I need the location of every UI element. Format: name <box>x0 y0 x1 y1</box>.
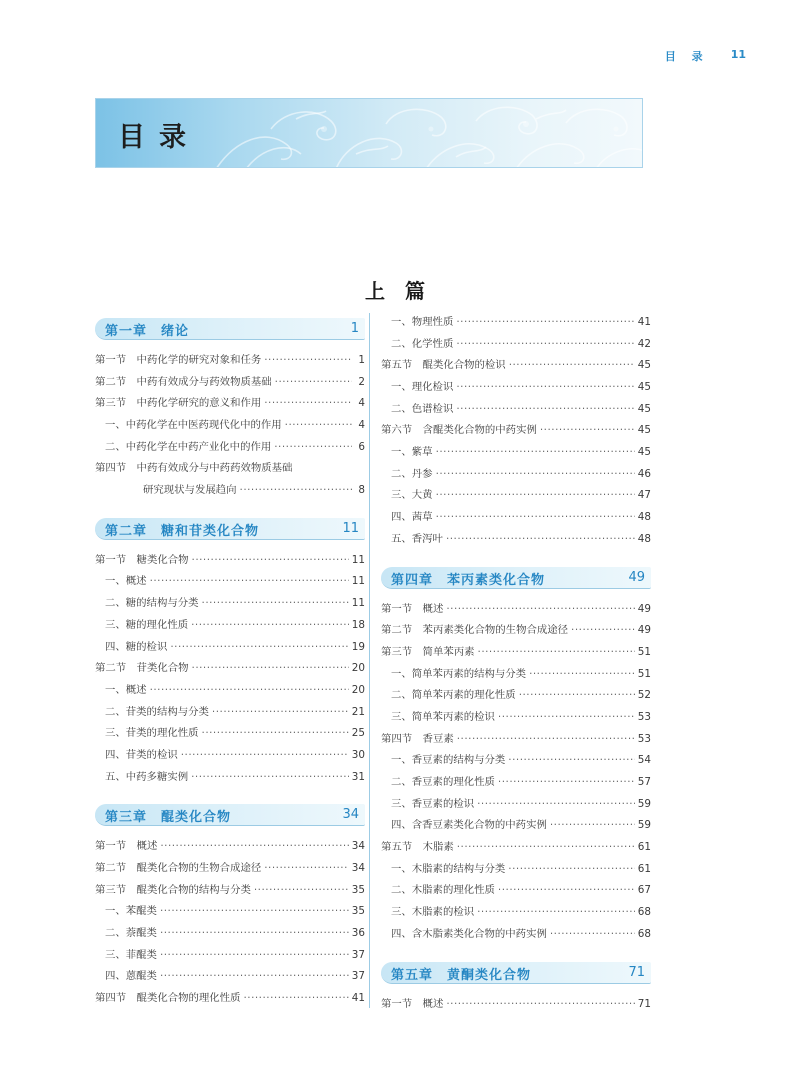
subsection-entry[interactable] <box>381 529 651 551</box>
dot-leader <box>478 642 635 664</box>
dot-leader <box>509 355 635 377</box>
chapter-heading[interactable] <box>381 962 651 984</box>
entry-page-number: 35 <box>351 883 365 896</box>
dot-leader <box>160 967 349 989</box>
chapter-heading[interactable] <box>95 804 365 826</box>
dot-leader <box>192 550 349 572</box>
entry-title: 一、中药化学在中医药现代化中的作用 <box>105 419 282 432</box>
entry-title: 二、中药化学在中药产业化中的作用 <box>105 440 272 453</box>
section-entry[interactable] <box>95 393 365 415</box>
subsection-entry[interactable] <box>381 902 651 924</box>
dot-leader <box>498 707 635 729</box>
header-title: 目 录 <box>664 50 709 63</box>
subsection-entry[interactable] <box>381 377 651 399</box>
subsection-entry[interactable] <box>381 859 651 881</box>
dot-leader <box>456 377 634 399</box>
entry-page-number: 61 <box>637 862 651 875</box>
chapter-title: 第三章 醌类化合物 <box>105 810 232 826</box>
entry-page-number: 4 <box>358 419 365 432</box>
subsection-entry[interactable] <box>381 334 651 356</box>
entry-title: 第一节 中药化学的研究对象和任务 <box>95 353 262 366</box>
entry-title: 四、苷类的检识 <box>105 748 178 761</box>
entry-title: 第一节 概述 <box>381 997 444 1010</box>
entry-title: 五、香泻叶 <box>391 532 443 545</box>
contents-banner <box>95 98 643 168</box>
subsection-entry[interactable] <box>95 593 365 615</box>
section-entry[interactable] <box>95 988 365 1010</box>
subsection-entry[interactable] <box>95 415 365 437</box>
entry-title: 第二节 中药有效成分与药效物质基础 <box>95 375 272 388</box>
dot-leader <box>275 372 352 394</box>
running-header <box>665 48 746 64</box>
entry-page-number: 53 <box>637 710 651 723</box>
entry-title: 四、茜草 <box>391 511 433 524</box>
subsection-entry[interactable] <box>381 924 651 946</box>
entry-page-number: 67 <box>637 884 651 897</box>
entry-page-number: 71 <box>637 997 651 1010</box>
toc-left-column <box>95 312 365 1010</box>
entry-page-number: 35 <box>351 905 365 918</box>
dot-leader <box>456 334 634 356</box>
entry-title: 二、木脂素的理化性质 <box>391 884 495 897</box>
subsection-entry[interactable] <box>381 312 651 334</box>
entry-title: 三、大黄 <box>391 489 433 502</box>
subsection-entry[interactable] <box>381 750 651 772</box>
section-entry[interactable] <box>381 642 651 664</box>
chapter-spacer <box>95 788 365 798</box>
toc-right-column <box>381 312 651 1015</box>
subsection-entry[interactable] <box>381 442 651 464</box>
entry-page-number: 8 <box>358 484 365 497</box>
dot-leader <box>254 880 349 902</box>
entry-title: 四、糖的检识 <box>105 640 168 653</box>
entry-page-number: 20 <box>351 683 365 696</box>
entry-title: 一、概述 <box>105 575 147 588</box>
subsection-entry[interactable] <box>381 486 651 508</box>
section-entry[interactable] <box>95 350 365 372</box>
subsection-entry[interactable] <box>95 637 365 659</box>
entry-title: 三、香豆素的检识 <box>391 797 475 810</box>
section-entry[interactable] <box>95 836 365 858</box>
entry-title: 三、菲醌类 <box>105 948 157 961</box>
subsection-entry[interactable] <box>95 615 365 637</box>
dot-leader <box>202 593 349 615</box>
entry-title: 二、丹参 <box>391 467 433 480</box>
subsection-entry[interactable] <box>95 680 365 702</box>
entry-title: 第一节 糖类化合物 <box>95 553 189 566</box>
subsection-entry[interactable] <box>95 767 365 789</box>
dot-leader <box>264 858 349 880</box>
chapter-page-number: 1 <box>350 321 359 336</box>
entry-title: 第三节 简单苯丙素 <box>381 645 475 658</box>
dot-leader <box>571 620 635 642</box>
entry-title: 五、中药多糖实例 <box>105 770 189 783</box>
dot-leader <box>243 988 348 1010</box>
entry-title: 第五节 木脂素 <box>381 841 454 854</box>
entry-page-number: 42 <box>637 337 651 350</box>
header-page-number: 11 <box>730 48 746 61</box>
entry-page-number: 45 <box>637 359 651 372</box>
subsection-entry[interactable] <box>95 723 365 745</box>
entry-page-number: 45 <box>637 446 651 459</box>
section-entry[interactable] <box>381 599 651 621</box>
entry-title: 四、含香豆素类化合物的中药实例 <box>391 819 547 832</box>
dot-leader <box>456 312 634 334</box>
entry-title: 一、物理性质 <box>391 315 454 328</box>
subsection-entry[interactable] <box>381 815 651 837</box>
dot-leader <box>170 637 348 659</box>
entry-page-number: 53 <box>637 732 651 745</box>
entry-title: 一、木脂素的结构与分类 <box>391 862 506 875</box>
entry-page-number: 46 <box>637 467 651 480</box>
chapter-page-number: 49 <box>628 569 645 585</box>
subsection-entry[interactable] <box>95 437 365 459</box>
section-entry[interactable] <box>381 355 651 377</box>
dot-leader <box>446 994 634 1016</box>
chapter-spacer <box>95 502 365 512</box>
entry-title: 第三节 醌类化合物的结构与分类 <box>95 883 251 896</box>
entry-page-number: 45 <box>637 424 651 437</box>
entry-page-number: 37 <box>351 970 365 983</box>
dot-leader <box>436 442 635 464</box>
entry-page-number: 19 <box>351 640 365 653</box>
entry-title: 第四节 醌类化合物的理化性质 <box>95 992 241 1005</box>
subsection-entry[interactable] <box>381 794 651 816</box>
dot-leader <box>456 399 634 421</box>
entry-title: 第四节 香豆素 <box>381 732 454 745</box>
entry-page-number: 25 <box>351 727 365 740</box>
entry-page-number: 59 <box>637 819 651 832</box>
entry-page-number: 11 <box>351 553 365 566</box>
subsection-entry[interactable] <box>381 507 651 529</box>
dot-leader <box>436 464 635 486</box>
entry-title: 第一节 概述 <box>381 602 444 615</box>
dot-leader <box>498 881 635 903</box>
dot-leader <box>446 599 634 621</box>
subsection-entry[interactable] <box>381 772 651 794</box>
dot-leader <box>212 702 349 724</box>
subsection-entry[interactable] <box>95 901 365 923</box>
dot-leader <box>550 924 635 946</box>
subsection-entry[interactable] <box>95 480 365 502</box>
entry-page-number: 52 <box>637 689 651 702</box>
entry-page-number: 34 <box>351 862 365 875</box>
section-entry[interactable] <box>95 550 365 572</box>
dot-leader <box>202 723 349 745</box>
entry-page-number: 18 <box>351 618 365 631</box>
dot-leader <box>498 772 635 794</box>
chapter-title: 第五章 黄酮类化合物 <box>391 967 532 983</box>
entry-page-number: 2 <box>358 375 365 388</box>
entry-title: 第一节 概述 <box>95 840 158 853</box>
entry-title: 第二节 醌类化合物的生物合成途径 <box>95 862 262 875</box>
dot-leader <box>192 658 349 680</box>
entry-title: 三、简单苯丙素的检识 <box>391 710 495 723</box>
subsection-entry[interactable] <box>95 945 365 967</box>
entry-title: 一、香豆素的结构与分类 <box>391 754 506 767</box>
chapter-page-number: 11 <box>342 520 359 536</box>
entry-title: 二、简单苯丙素的理化性质 <box>391 689 516 702</box>
section-entry[interactable] <box>95 880 365 902</box>
dot-leader <box>160 901 349 923</box>
dot-leader <box>264 393 352 415</box>
chapter-title: 第一章 绪论 <box>105 324 190 339</box>
entry-title: 第三节 中药化学研究的意义和作用 <box>95 397 262 410</box>
entry-page-number: 49 <box>637 602 651 615</box>
dot-leader <box>529 664 635 686</box>
entry-title: 第六节 含醌类化合物的中药实例 <box>381 424 537 437</box>
entry-title: 研究现状与发展趋向 <box>143 484 237 497</box>
dot-leader <box>191 767 349 789</box>
entry-title: 二、化学性质 <box>391 337 454 350</box>
entry-page-number: 4 <box>358 397 365 410</box>
entry-page-number: 48 <box>637 511 651 524</box>
chapter-heading[interactable] <box>381 567 651 589</box>
entry-page-number: 51 <box>637 667 651 680</box>
entry-page-number: 11 <box>351 597 365 610</box>
section-entry[interactable] <box>95 658 365 680</box>
entry-title: 二、苷类的结构与分类 <box>105 705 209 718</box>
dot-leader <box>150 680 349 702</box>
entry-page-number: 47 <box>637 489 651 502</box>
chapter-title: 第四章 苯丙素类化合物 <box>391 572 546 588</box>
entry-title: 二、香豆素的理化性质 <box>391 776 495 789</box>
dot-leader <box>191 615 349 637</box>
section-entry[interactable] <box>95 372 365 394</box>
dot-leader <box>550 815 635 837</box>
entry-title: 二、萘醌类 <box>105 927 157 940</box>
entry-page-number: 57 <box>637 776 651 789</box>
chapter-page-number: 34 <box>342 807 359 823</box>
chapter-heading[interactable] <box>95 518 365 540</box>
dot-leader <box>150 572 349 594</box>
entry-page-number: 54 <box>637 754 651 767</box>
entry-page-number: 48 <box>637 532 651 545</box>
entry-page-number: 34 <box>351 840 365 853</box>
entry-title: 第五节 醌类化合物的检识 <box>381 359 506 372</box>
chapter-spacer <box>381 551 651 561</box>
entry-title: 三、木脂素的检识 <box>391 906 475 919</box>
entry-title: 一、紫草 <box>391 446 433 459</box>
section-entry[interactable] <box>381 994 651 1016</box>
entry-page-number: 45 <box>637 402 651 415</box>
part-title: 上篇 <box>365 279 445 303</box>
entry-title: 二、色谱检识 <box>391 402 454 415</box>
section-entry[interactable] <box>381 620 651 642</box>
section-entry[interactable] <box>95 858 365 880</box>
entry-page-number: 68 <box>637 906 651 919</box>
subsection-entry[interactable] <box>95 702 365 724</box>
entry-title: 一、理化检识 <box>391 381 454 394</box>
chapter-title: 第二章 糖和苷类化合物 <box>105 523 260 539</box>
entry-page-number: 1 <box>358 353 365 366</box>
subsection-entry[interactable] <box>95 923 365 945</box>
dot-leader <box>477 794 635 816</box>
column-divider <box>369 313 370 1008</box>
subsection-entry[interactable] <box>381 399 651 421</box>
entry-title: 第二节 苯丙素类化合物的生物合成途径 <box>381 624 569 637</box>
dot-leader <box>160 923 349 945</box>
entry-title: 一、简单苯丙素的结构与分类 <box>391 667 527 680</box>
dot-leader <box>160 836 348 858</box>
dot-leader <box>181 745 349 767</box>
entry-page-number: 31 <box>351 770 365 783</box>
entry-page-number: 36 <box>351 927 365 940</box>
dot-leader <box>160 945 349 967</box>
subsection-entry[interactable] <box>381 464 651 486</box>
dot-leader <box>446 529 635 551</box>
subsection-entry[interactable] <box>95 967 365 989</box>
entry-page-number: 49 <box>637 624 651 637</box>
dot-leader <box>436 507 635 529</box>
entry-page-number: 61 <box>637 841 651 854</box>
dot-leader <box>519 685 635 707</box>
chapter-heading[interactable] <box>95 318 365 340</box>
subsection-entry[interactable] <box>95 745 365 767</box>
entry-page-number: 68 <box>637 927 651 940</box>
chapter-spacer <box>381 946 651 956</box>
dot-leader <box>240 480 352 502</box>
entry-page-number: 20 <box>351 662 365 675</box>
dot-leader <box>264 350 352 372</box>
subsection-entry[interactable] <box>381 881 651 903</box>
entry-page-number: 51 <box>637 645 651 658</box>
subsection-entry[interactable] <box>381 707 651 729</box>
section-entry[interactable] <box>381 420 651 442</box>
dot-leader <box>457 837 635 859</box>
dot-leader <box>508 859 634 881</box>
chapter-page-number: 71 <box>628 964 645 980</box>
dot-leader <box>285 415 352 437</box>
entry-title: 第二节 苷类化合物 <box>95 662 189 675</box>
dot-leader <box>436 486 635 508</box>
entry-title: 二、糖的结构与分类 <box>105 597 199 610</box>
dot-leader <box>540 420 635 442</box>
subsection-entry[interactable] <box>381 685 651 707</box>
entry-title: 一、苯醌类 <box>105 905 157 918</box>
section-entry[interactable] <box>381 837 651 859</box>
entry-page-number: 45 <box>637 381 651 394</box>
entry-page-number: 6 <box>358 440 365 453</box>
entry-title: 四、蒽醌类 <box>105 970 157 983</box>
entry-page-number: 41 <box>351 992 365 1005</box>
banner-title: 目录 <box>118 122 200 153</box>
entry-title: 四、含木脂素类化合物的中药实例 <box>391 927 547 940</box>
entry-page-number: 59 <box>637 797 651 810</box>
entry-title: 一、概述 <box>105 683 147 696</box>
section-entry[interactable] <box>381 729 651 751</box>
entry-title: 三、苷类的理化性质 <box>105 727 199 740</box>
subsection-entry[interactable] <box>95 572 365 594</box>
subsection-entry[interactable] <box>381 664 651 686</box>
dot-leader <box>477 902 635 924</box>
dot-leader <box>274 437 352 459</box>
entry-title: 三、糖的理化性质 <box>105 618 189 631</box>
dot-leader <box>457 729 635 751</box>
entry-page-number: 21 <box>351 705 365 718</box>
entry-page-number: 37 <box>351 948 365 961</box>
section-entry[interactable] <box>95 458 365 480</box>
entry-page-number: 30 <box>351 748 365 761</box>
dot-leader <box>508 750 634 772</box>
entry-page-number: 41 <box>637 315 651 328</box>
entry-title: 第四节 中药有效成分与中药药效物质基础 <box>95 462 293 475</box>
entry-page-number: 11 <box>351 575 365 588</box>
